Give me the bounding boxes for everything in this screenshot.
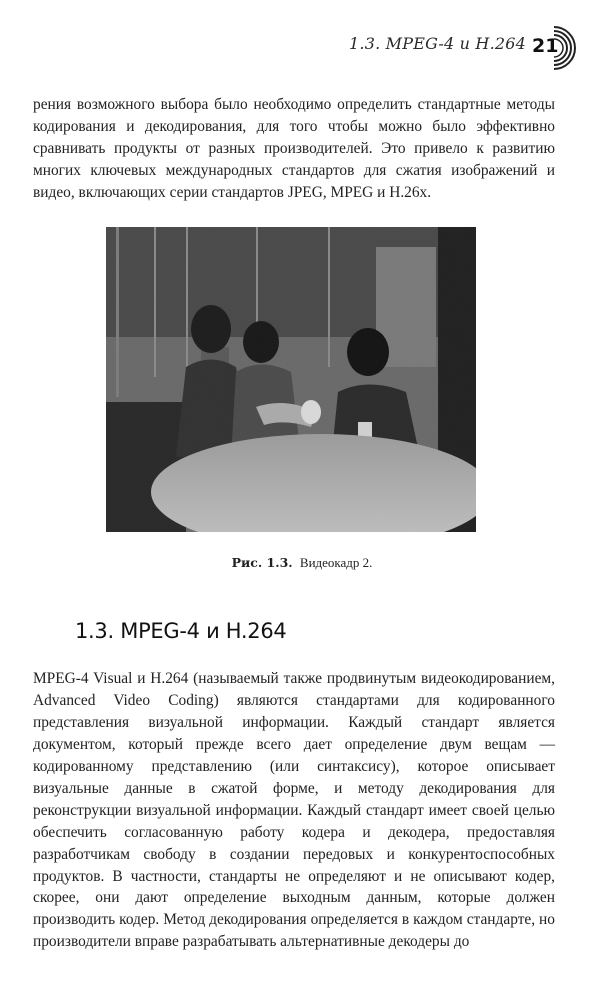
page-number: 21 — [532, 35, 559, 57]
section-heading: 1.3. MPEG-4 и H.264 — [75, 619, 287, 643]
figure-caption — [0, 555, 604, 571]
running-head-title: 1.3. MPEG-4 и H.264 — [349, 34, 526, 53]
page-number-badge — [528, 24, 576, 72]
section-body-paragraph: MPEG-4 Visual и H.264 (называемый также продвинутым видеокодированием, Advanced Video Coding) являются стандартами для кодированного представления визуальной информации. Каждый стандарт является документом, который прежде всего дает определение двум вещам — кодированному представлению (или синтаксису), которое описывает визуальные данные в сжатой форме, и методу декодирования для реконструкции визуальной информации. Каждый стандарт имеет своей целью обеспечить согласованную работу кодера и декодера, предоставляя разработчикам свободу в создании передовых и конкурентоспособных продуктов. В частности, стандарты не определяют и не описывают кодер, скорее, они дают определение выходным данным, которые должен производить кодер. Метод декодирования определяется в каждом стандарте, но производители вправе разрабатывать альтернативные декодеры до — [33, 670, 555, 951]
video-frame-image — [106, 227, 476, 532]
figure-photo — [106, 227, 476, 532]
figure-caption-label: Рис. 1.3. — [231, 555, 293, 570]
intro-paragraph: рения возможного выбора было необходимо определить стандартные методы кодирования и декодирования, для того чтобы можно было эффективно сравнивать продукты от разных производителей. Это привело к развитию многих ключевых международных стандартов для сжатия изображений и видео, включающих серии стандартов JPEG, MPEG и H.26x. — [33, 96, 555, 202]
figure-caption-text: Видеокадр 2. — [299, 555, 373, 570]
